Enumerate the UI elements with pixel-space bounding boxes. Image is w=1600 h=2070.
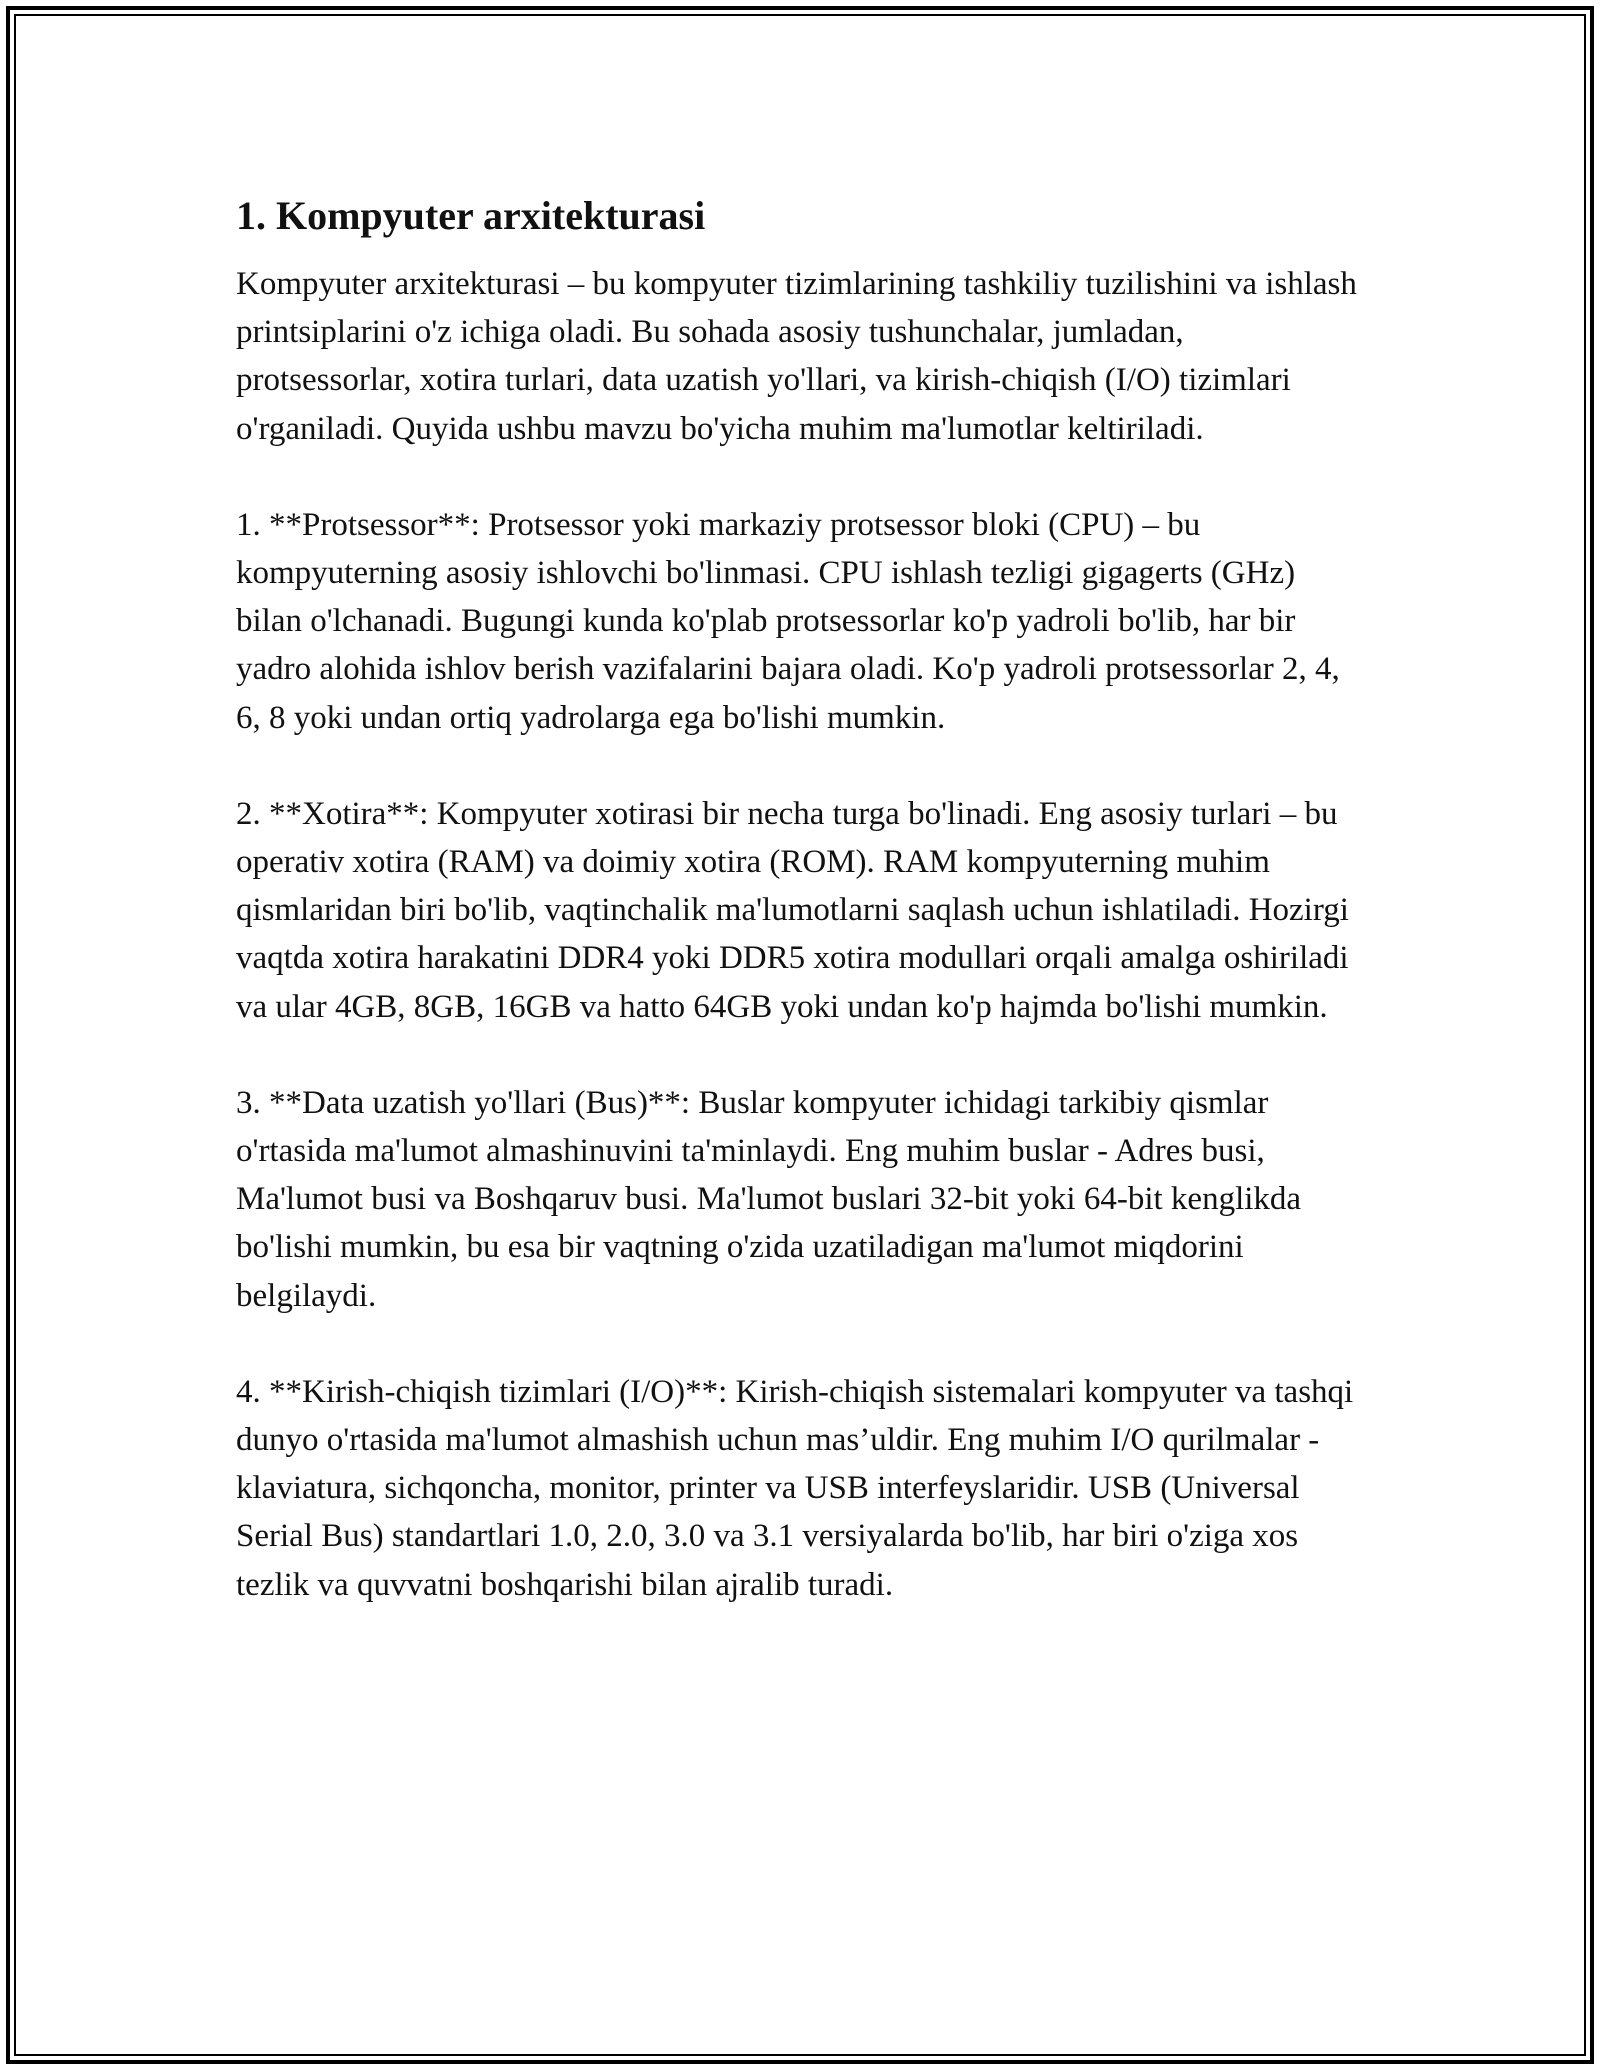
document-body (236, 184, 1366, 1609)
item-memory: 2. **Xotira**: Kompyuter xotirasi bir necha turga bo'linadi. Eng asosiy turlari – bu operativ xotira (RAM) va doimiy xotira (ROM). RAM kompyuterning muhim qismlaridan biri bo'lib, vaqtinchalik ma'lumotlarni saqlash uchun ishlatiladi. Hozirgi vaqtda xotira harakatini DDR4 yoki DDR5 xotira modullari orqali amalga oshiriladi va ular 4GB, 8GB, 16GB va hatto 64GB yoki undan ko'p hajmda bo'lishi mumkin. (236, 795, 1349, 1025)
item-processor: 1. **Protsessor**: Protsessor yoki markaziy protsessor bloki (CPU) – bu kompyuterning asosiy ishlovchi bo'linmasi. CPU ishlash tezligi gigagerts (GHz) bilan o'lchanadi. Bugungi kunda ko'plab protsessorlar ko'p yadroli bo'lib, har bir yadro alohida ishlov berish vazifalarini bajara oladi. Ko'p yadroli protsessorlar 2, 4, 6, 8 yoki undan ortiq yadrolarga ega bo'lishi mumkin. (236, 506, 1340, 736)
intro-paragraph: Kompyuter arxitekturasi – bu kompyuter tizimlarining tashkiliy tuzilishini va ishlash printsiplarini o'z ichiga oladi. Bu sohada asosiy tushunchalar, jumladan, protsessorlar, xotira turlari, data uzatish yo'llari, va kirish-chiqish (I/O) tizimlari o'rganiladi. Quyida ushbu mavzu bo'yicha muhim ma'lumotlar keltiriladi. (236, 266, 1357, 447)
document-title: 1. Kompyuter arxitekturasi (236, 193, 706, 238)
item-bus: 3. **Data uzatish yo'llari (Bus)**: Buslar kompyuter ichidagi tarkibiy qismlar o'rtasida ma'lumot almashinuvini ta'minlaydi. Eng muhim buslar - Adres busi, Ma'lumot busi va Boshqaruv busi. Ma'lumot buslari 32-bit yoki 64-bit kenglikda bo'lishi mumkin, bu esa bir vaqtning o'zida uzatiladigan ma'lumot miqdorini belgilaydi. (236, 1084, 1302, 1314)
item-io-systems: 4. **Kirish-chiqish tizimlari (I/O)**: Kirish-chiqish sistemalari kompyuter va tashqi dunyo o'rtasida ma'lumot almashish uchun mas’uldir. Eng muhim I/O qurilmalar - klaviatura, sichqoncha, monitor, printer va USB interfeyslaridir. USB (Universal Serial Bus) standartlari 1.0, 2.0, 3.0 va 3.1 versiyalarda bo'lib, har biri o'ziga xos tezlik va quvvatni boshqarishi bilan ajralib turadi. (236, 1373, 1354, 1603)
